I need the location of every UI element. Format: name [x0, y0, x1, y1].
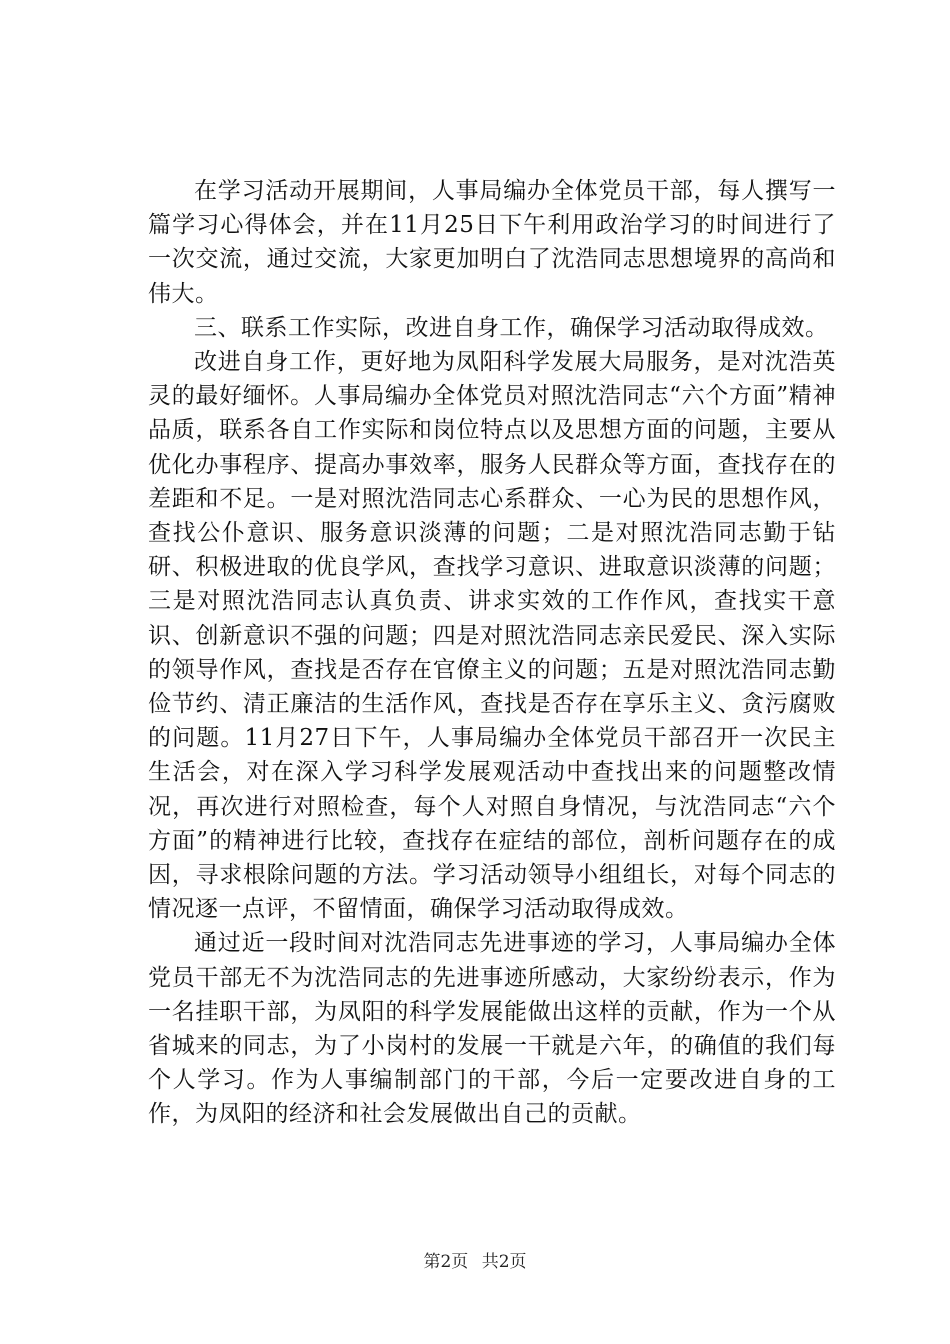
paragraph-exchange: 在学习活动开展期间，人事局编办全体党员干部，每人撰写一篇学习心得体会，并在11月25日下午利用政治学习的时间进行了一次交流，通过交流，大家更加明白了沈浩同志思想境界的高尚和伟大。 [148, 178, 836, 307]
document-body [148, 174, 836, 1132]
paragraph-self-improvement: 改进自身工作，更好地为凤阳科学发展大局服务，是对沈浩英灵的最好缅怀。人事局编办全体党员对照沈浩同志“六个方面”精神品质，联系各自工作实际和岗位特点以及思想方面的问题，主要从优化办事程序、提高办事效率，服务人民群众等方面，查找存在的差距和不足。一是对照沈浩同志心系群众、一心为民的思想作风，查找公仆意识、服务意识淡薄的问题；二是对照沈浩同志勤于钻研、积极进取的优良学风，查找学习意识、进取意识淡薄的问题；三是对照沈浩同志认真负责、讲求实效的工作作风，查找实干意识、创新意识不强的问题；四是对照沈浩同志亲民爱民、深入实际的领导作风，查找是否存在官僚主义的问题；五是对照沈浩同志勤俭节约、清正廉洁的生活作风，查找是否存在享乐主义、贪污腐败的问题。11月27日下午，人事局编办全体党员干部召开一次民主生活会，对在深入学习科学发展观活动中查找出来的问题整改情况，再次进行对照检查，每个人对照自身情况，与沈浩同志“六个方面”的精神进行比较，查找存在症结的部位，剖析问题存在的成因，寻求根除问题的方法。学习活动领导小组组长，对每个同志的情况逐一点评，不留情面，确保学习活动取得成效。 [148, 349, 836, 923]
section-heading-three: 三、联系工作实际，改进自身工作，确保学习活动取得成效。 [194, 314, 829, 341]
page-number: 第2页 [423, 1252, 469, 1272]
page-total: 共2页 [481, 1252, 527, 1272]
paragraph-conclusion: 通过近一段时间对沈浩同志先进事迹的学习，人事局编办全体党员干部无不为沈浩同志的先进事迹所感动，大家纷纷表示，作为一名挂职干部，为凤阳的科学发展能做出这样的贡献，作为一个从省城来的同志，为了小岗村的发展一干就是六年，的确值的我们每个人学习。作为人事编制部门的干部，今后一定要改进自身的工作，为凤阳的经济和社会发展做出自己的贡献。 [148, 930, 836, 1128]
page-footer [0, 1247, 950, 1272]
